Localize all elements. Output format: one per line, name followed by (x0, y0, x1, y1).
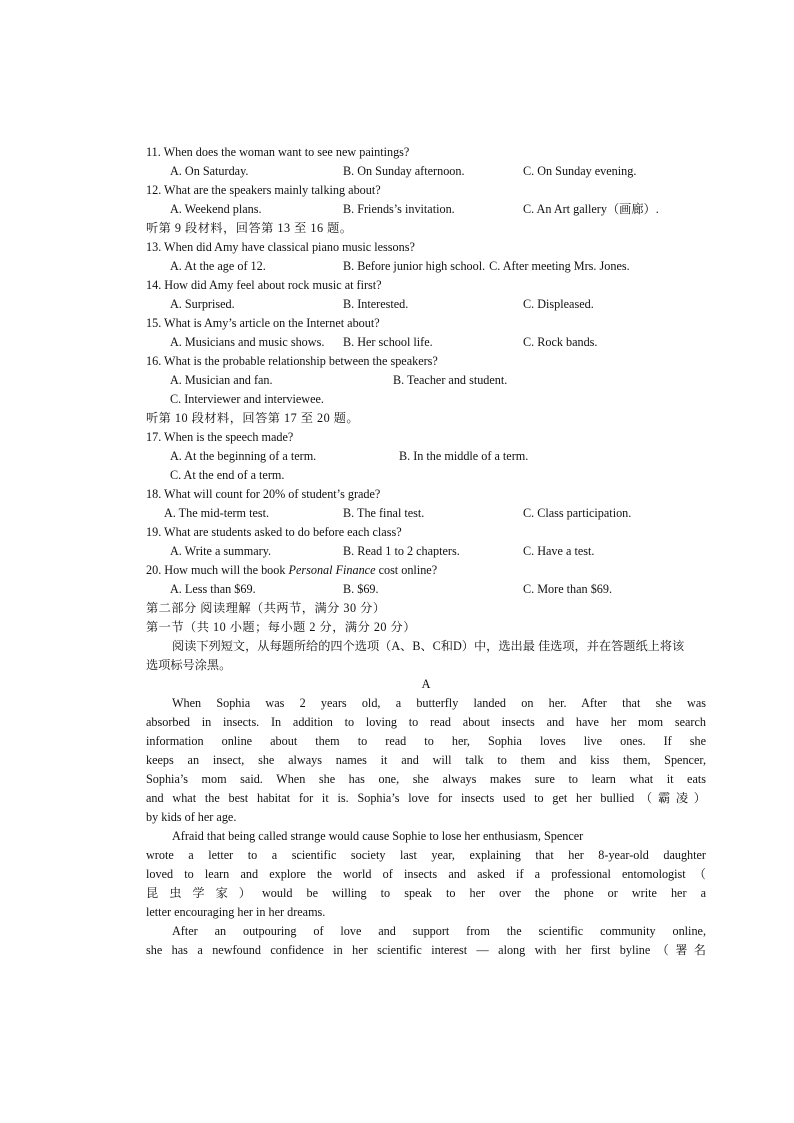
option-row (146, 162, 706, 181)
question-stem: 12. What are the speakers mainly talking about? (146, 183, 381, 197)
option-b: B. Her school life. (343, 335, 433, 349)
paragraph-line: loved to learn and explore the world of insects and asked if a professional entomologist（ (146, 867, 706, 881)
option-b: B. In the middle of a term. (399, 449, 529, 463)
option-b: B. $69. (343, 582, 379, 596)
paragraph-line: and what the best habitat for it is. Sophia’s love for insects used to get her bullied（霸凌） (146, 791, 706, 805)
option-c: C. On Sunday evening. (523, 164, 637, 178)
part-heading: 第二部分 阅读理解（共两节，满分 30 分） (146, 601, 386, 615)
option-a: A. Less than $69. (170, 582, 256, 596)
option-c: C. An Art gallery（画廊）. (523, 202, 659, 216)
instruction: 阅读下列短文，从每题所给的四个选项（A、B、C和D）中，选出最 佳选项，并在答题纸上将该 (172, 639, 685, 653)
option-b: B. Interested. (343, 297, 409, 311)
option-row (146, 542, 706, 561)
option-b: B. Read 1 to 2 chapters. (343, 544, 460, 558)
option-row (146, 333, 706, 352)
option-row (146, 200, 706, 219)
book-title: Personal Finance (288, 563, 376, 577)
paragraph-line: Afraid that being called strange would cause Sophie to lose her enthusiasm, Spencer (172, 829, 584, 843)
option-a: A. Surprised. (170, 297, 235, 311)
option-c: C. Have a test. (523, 544, 595, 558)
option-a: A. Musicians and music shows. (170, 335, 325, 349)
option-row (146, 295, 706, 314)
option-c: C. More than $69. (523, 582, 613, 596)
section-heading: 听第 10 段材料，回答第 17 至 20 题。 (146, 411, 360, 425)
paragraph-line: Sophia’s mom said. When she has one, she always makes sure to learn what it eats (146, 772, 706, 786)
section-heading: 听第 9 段材料，回答第 13 至 16 题。 (146, 221, 353, 235)
paragraph-line: wrote a letter to a scientific society last year, explaining that her 8-year-old daughter (146, 848, 706, 862)
question-stem: 16. What is the probable relationship between the speakers? (146, 354, 438, 368)
option-b: B. Before junior high school. (343, 259, 486, 273)
option-row (146, 447, 706, 466)
option-a: A. On Saturday. (170, 164, 249, 178)
paragraph-line: After an outpouring of love and support from the scientific community online, (172, 924, 706, 938)
option-row (146, 371, 706, 390)
paragraph-line: keeps an insect, she always names it and will talk to them and kiss them, Spencer, (146, 753, 706, 767)
paragraph-line: by kids of her age. (146, 810, 237, 824)
option-b: B. The final test. (343, 506, 425, 520)
option-a: A. Musician and fan. (170, 373, 273, 387)
paragraph (146, 922, 706, 960)
option-row (146, 466, 706, 485)
option-row (146, 580, 706, 599)
question-stem: 18. What will count for 20% of student’s grade? (146, 487, 381, 501)
paragraph-line: When Sophia was 2 years old, a butterfly landed on her. After that she was (172, 696, 706, 710)
option-a: A. The mid-term test. (164, 506, 270, 520)
option-c: C. After meeting Mrs. Jones. (489, 259, 630, 273)
option-row (146, 257, 706, 276)
question-stem: 11. When does the woman want to see new paintings? (146, 145, 410, 159)
paragraph-line: 昆虫学家）would be willing to speak to her over the phone or write her a (146, 886, 706, 900)
option-a: A. At the beginning of a term. (170, 449, 317, 463)
passage-label: A (421, 677, 431, 691)
option-b: B. Friends’s invitation. (343, 202, 455, 216)
stem-text: 20. How much will the book (146, 563, 289, 577)
question-stem: 15. What is Amy’s article on the Internet about? (146, 316, 380, 330)
option-c: C. Interviewer and interviewee. (170, 392, 324, 406)
option-a: A. At the age of 12. (170, 259, 266, 273)
option-c: C. Class participation. (523, 506, 632, 520)
paragraph (146, 827, 706, 922)
option-a: A. Write a summary. (170, 544, 272, 558)
paragraph-line: absorbed in insects. In addition to loving to read about insects and have her mom search (146, 715, 706, 729)
option-c: C. Rock bands. (523, 335, 598, 349)
option-a: A. Weekend plans. (170, 202, 262, 216)
instruction: 选项标号涂黑。 (146, 658, 232, 672)
question-stem: 14. How did Amy feel about rock music at first? (146, 278, 382, 292)
stem-text: cost online? (375, 563, 438, 577)
section-heading: 第一节（共 10 小题；每小题 2 分，满分 20 分） (146, 620, 416, 634)
option-b: B. Teacher and student. (393, 373, 508, 387)
paragraph-line: she has a newfound confidence in her scientific interest — along with her first byline（署名 (146, 943, 706, 957)
question-stem: 17. When is the speech made? (146, 430, 294, 444)
option-c: C. Displeased. (523, 297, 594, 311)
option-c: C. At the end of a term. (170, 468, 285, 482)
exam-page (146, 143, 706, 960)
paragraph-line: letter encouraging her in her dreams. (146, 905, 326, 919)
paragraph-line: information online about them to read to her, Sophia loves live ones. If she (146, 734, 706, 748)
question-stem (146, 561, 706, 580)
option-row (146, 504, 706, 523)
question-stem: 19. What are students asked to do before each class? (146, 525, 402, 539)
option-row (146, 390, 706, 409)
question-stem: 13. When did Amy have classical piano music lessons? (146, 240, 415, 254)
paragraph (146, 694, 706, 827)
option-b: B. On Sunday afternoon. (343, 164, 465, 178)
